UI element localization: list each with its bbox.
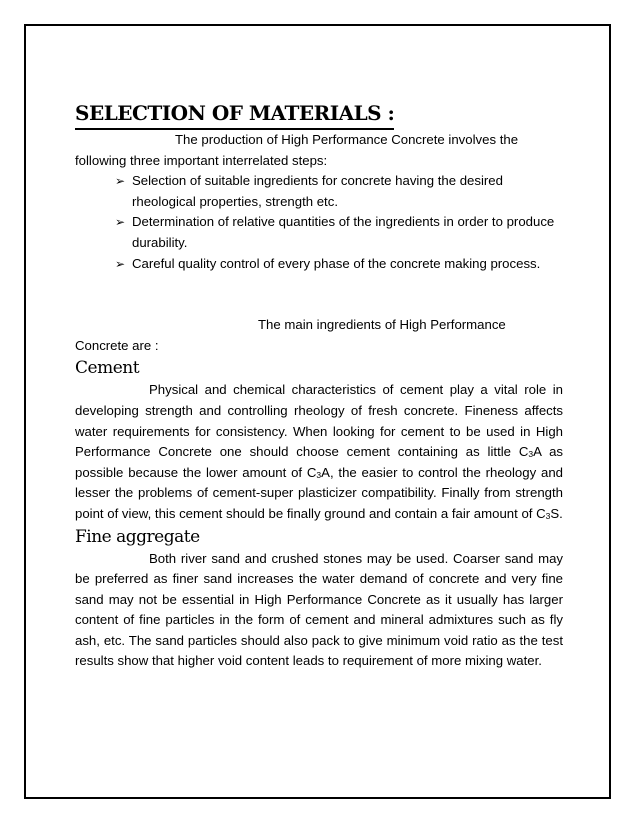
fine-aggregate-paragraph: Both river sand and crushed stones may be used. Coarser sand may be preferred as finer sand increases the water demand of concrete and very fine sand may not be essential in High Performance Concrete as it usually has larger content of fine particles in the form of cement and mineral admixtures such as fly ash, etc. The sand particles should also pack to give minimum void ratio as the test results show that higher void content leads to requirement of more mixing water. [75, 550, 563, 669]
steps-list [75, 171, 563, 274]
list-item: ➢ Selection of suitable ingredients for concrete having the desired rheological properties, strength etc. [115, 173, 503, 209]
ingredients-intro-line-2: Concrete are : [75, 337, 159, 353]
document-body [75, 100, 563, 672]
ingredients-intro-line-1: The main ingredients of High Performance [258, 317, 506, 333]
arrow-bullet-icon: ➢ [115, 174, 126, 189]
intro-line-2: following three important interrelated steps: [75, 152, 328, 168]
intro-line-1: The production of High Performance Concrete involves the [175, 132, 519, 147]
list-item: ➢ Determination of relative quantities of the ingredients in order to produce durability. [115, 214, 555, 250]
cement-heading: Cement [75, 358, 140, 379]
arrow-bullet-icon: ➢ [115, 256, 126, 271]
arrow-bullet-icon: ➢ [115, 215, 126, 230]
fine-aggregate-heading: Fine aggregate [75, 526, 200, 547]
cement-paragraph: Physical and chemical characteristics of cement play a vital role in developing strength and controlling rheology of fresh concrete. Fineness affects water requirements for consistency. When looking for cement to be used in High Performance Concrete one should choose cement containing as little $C_3A$ as possible because the lower amount of $C_3A$, the easier to control the rheology and lesser the problems of cement-super plasticizer compatibility. Finally from strength point of view, this cement should be finally ground and contain a fair amount of $C_3S$. [75, 382, 563, 521]
list-item: ➢ Careful quality control of every phase of the concrete making process. [115, 254, 563, 275]
page-title: SELECTION OF MATERIALS : [75, 100, 394, 130]
